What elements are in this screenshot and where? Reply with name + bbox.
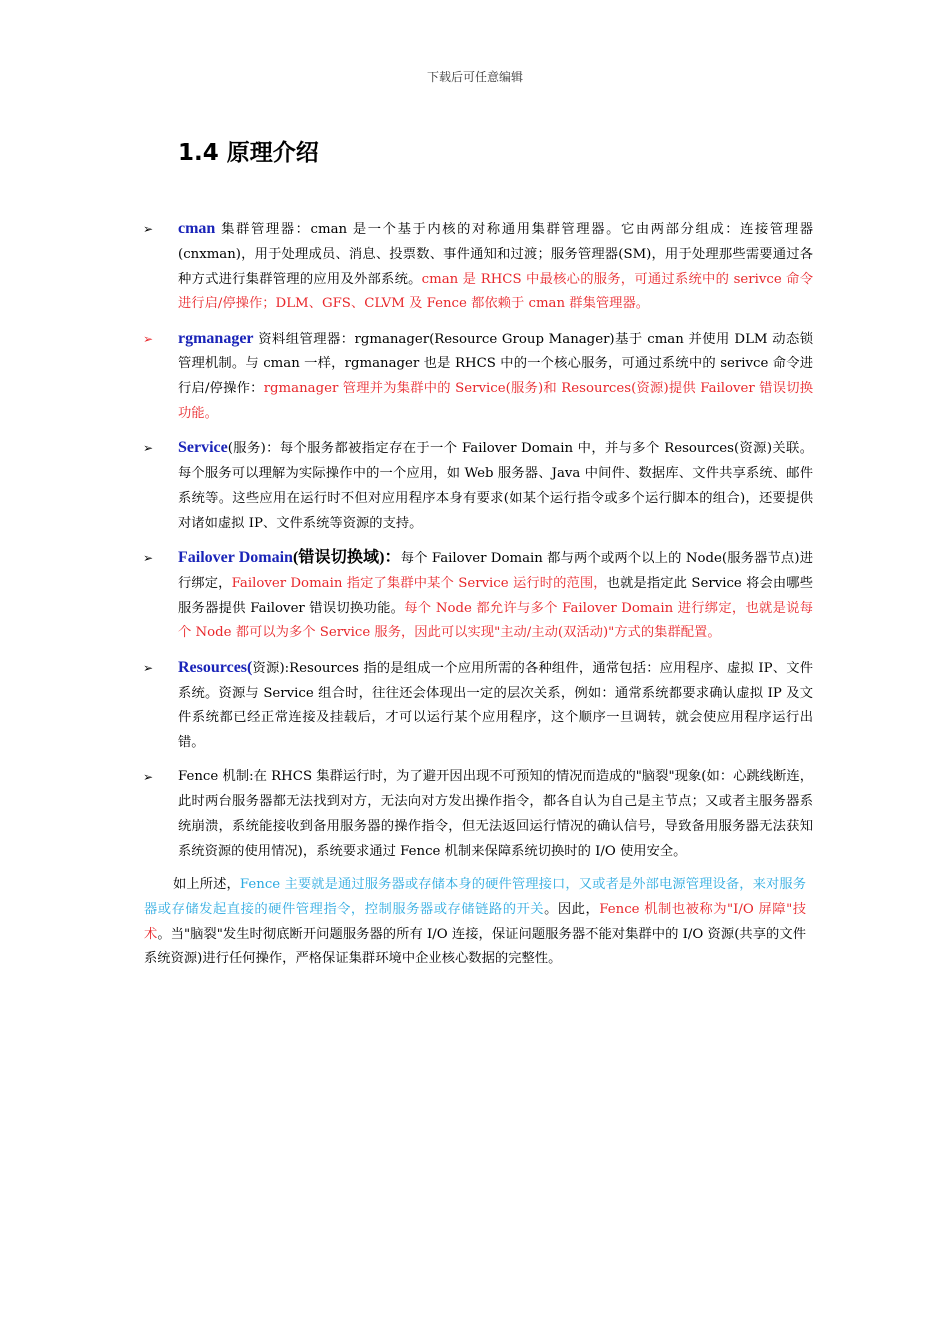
term-cman: cman [178, 220, 216, 237]
item-text: 也就是指定此 Service 将会由哪些服务器提供 Failover 错误切换功能。 [178, 575, 813, 616]
summary-lead: 如上所述， [173, 877, 240, 892]
item-highlight-red: rgmanager 管理并为集群中的 Service(服务)和 Resources(资源)提供 Failover 错误切换功能。 [178, 381, 813, 422]
list-item-resources [143, 656, 813, 756]
arrow-bullet-icon: ➢ [143, 660, 154, 675]
term-resources: Resources( [178, 658, 253, 676]
item-highlight-red: cman 是 RHCS 中最核心的服务，可通过系统中的 serivce 命令进行启/停操作；DLM、GFS、CLVM 及 Fence 都依赖于 cman 群集管理器。 [178, 271, 814, 312]
item-text: 每个 Failover Domain 都与两个或两个以上的 Node(服务器节点)进行绑定， [178, 551, 813, 591]
arrow-bullet-icon: ➢ [143, 551, 154, 566]
item-text: 资源):Resources 指的是组成一个应用所需的各种组件，通常包括：应用程序、虚拟 IP、文件系统。资源与 Service 组合时，往往还会体现出一定的层次关系，例如：通常系统都要求确认虚拟 IP 及文件系统都已经正常连接及挂载后，才可以运行某个应用程序，这个顺序一旦调转，就会使应用程序运行出错。 [178, 660, 813, 751]
summary-highlight-red: Fence 机制也被称为"I/O 屏障"技术 [144, 901, 806, 942]
list-item-cman [143, 217, 813, 317]
list-item-service [143, 436, 813, 536]
summary-text: 。因此， [544, 901, 600, 917]
term-failover-domain: Failover Domain [178, 549, 293, 567]
list-item-fence [143, 765, 813, 864]
summary-text: 。当"脑裂"发生时彻底断开问题服务器的所有 I/O 连接，保证问题服务器不能对集群中的 I/O 资源(共享的文件系统资源)进行任何操作，严格保证集群环境中企业核心数据的完整性。 [144, 926, 807, 967]
list-item-rgmanager [143, 327, 813, 427]
summary-paragraph [144, 873, 806, 972]
list-item-failover-domain [143, 546, 813, 646]
arrow-bullet-icon: ➢ [143, 770, 154, 785]
principle-list [143, 217, 813, 874]
item-text: Fence 机制:在 RHCS 集群运行时，为了避开因出现不可预知的情况而造成的"脑裂"现象(如：心跳线断连，此时两台服务器都无法找到对方，无法向对方发出操作指令，都各自认为自己是主节点；又或者主服务器系统崩溃，系统能接收到备用服务器的操作指令，但无法返回运行情况的确认信号，导致备用服务器无法获知系统资源的使用情况)，系统要求通过 Fence 机制来保障系统切换时的 I/O 使用安全。 [178, 769, 813, 859]
term-service: Service [178, 439, 228, 457]
item-text: 资料组管理器：rgmanager(Resource Group Manager)基于 cman 并使用 DLM 动态锁管理机制。与 cman 一样，rgmanager 也是 RHCS 中的一个核心服务，可通过系统中的 serivce 命令进行启/停操作： [178, 331, 813, 397]
arrow-bullet-icon: ➢ [143, 222, 154, 236]
term-rgmanager: rgmanager [178, 329, 254, 347]
item-highlight-red: Failover Domain 指定了集群中某个 Service 运行时的范围， [231, 575, 607, 591]
item-text: (服务)：每个服务都被指定存在于一个 Failover Domain 中，并与多个 Resources(资源)关联。每个服务可以理解为实际操作中的一个应用，如 Web 服务器、Java 中间件、数据库、文件共享系统、邮件系统等。这些应用在运行时不但对应用程序本身有要求(如某个运行指令或多个运行脚本的组合)，还要提供对诸如虚拟 IP、文件系统等资源的支持。 [178, 441, 813, 531]
term-suffix: (错误切换域)： [292, 549, 401, 567]
item-text: 集群管理器：cman 是一个基于内核的对称通用集群管理器。它由两部分组成：连接管理器(cnxman)，用于处理成员、消息、投票数、事件通知和过渡；服务管理器(SM)，用于处理那些需要通过各种方式进行集群管理的应用及外部系统。 [178, 222, 813, 287]
arrow-bullet-icon: ➢ [143, 441, 154, 456]
arrow-bullet-icon: ➢ [143, 331, 154, 346]
item-highlight-red: 每个 Node 都允许与多个 Failover Domain 进行绑定，也就是说每个 Node 都可以为多个 Service 服务，因此可以实现"主动/主动(双活动)"方式的集群配置。 [178, 600, 814, 641]
page-header: 下载后可任意编辑 [426, 70, 523, 84]
summary-highlight-cyan: Fence 主要就是通过服务器或存储本身的硬件管理接口，又或者是外部电源管理设备，来对服务器或存储发起直接的硬件管理指令，控制服务器或存储链路的开关 [144, 877, 807, 917]
section-title: 1.4 原理介绍 [178, 140, 319, 166]
